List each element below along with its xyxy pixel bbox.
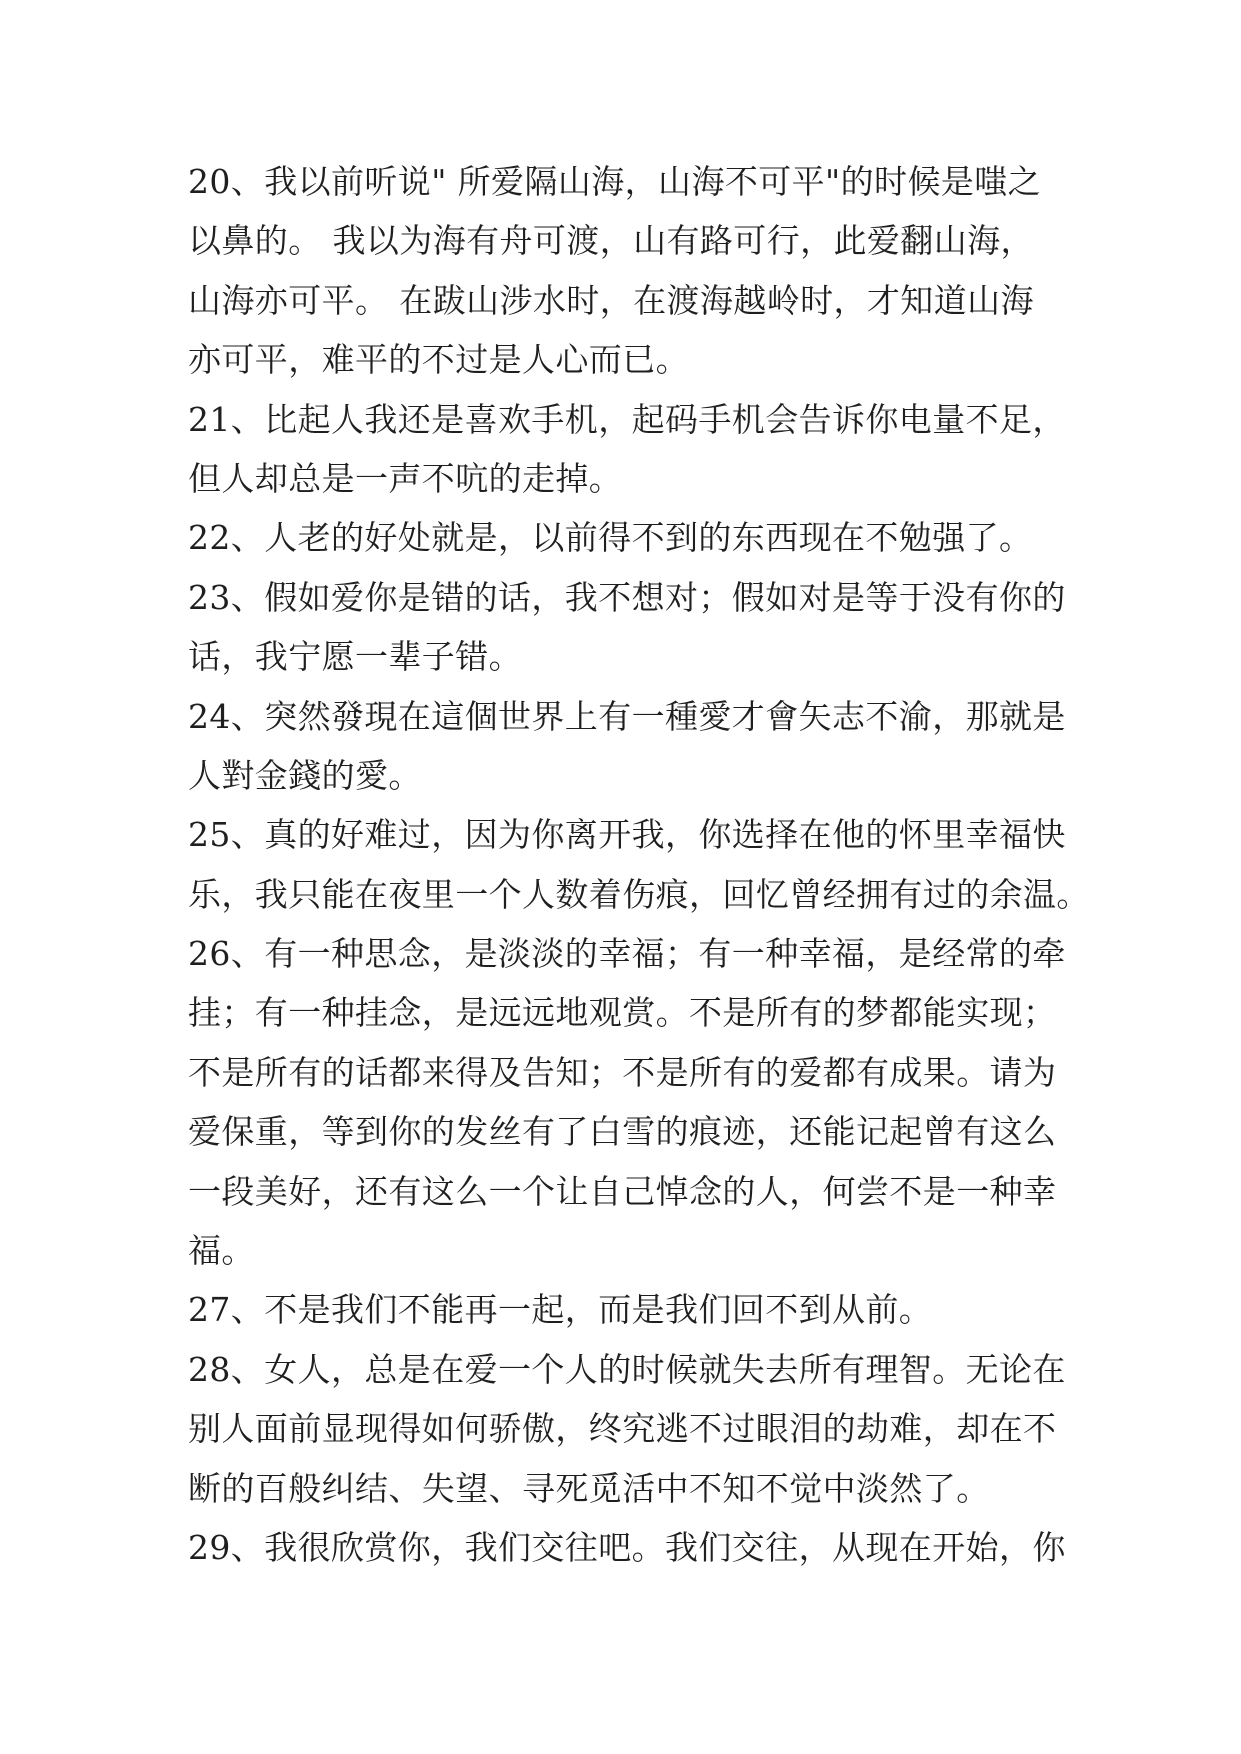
text-line: 不是所有的话都来得及告知；不是所有的爱都有成果。请为 — [188, 1052, 1057, 1092]
text-line: 以鼻的。 我以为海有舟可渡，山有路可行，此爱翻山海， — [188, 221, 1034, 261]
text-line: 一段美好，还有这么一个让自己悼念的人，何尝不是一种幸 — [188, 1171, 1057, 1211]
text-line: 亦可平，难平的不过是人心而已。 — [188, 340, 689, 380]
text-line: 别人面前显现得如何骄傲，终究逃不过眼泪的劫难，却在不 — [188, 1409, 1057, 1449]
text-line: 24、突然發現在這個世界上有一種愛才會矢志不渝，那就是 — [188, 696, 1066, 736]
text-line: 21、比起人我还是喜欢手机，起码手机会告诉你电量不足， — [188, 399, 1066, 439]
text-line: 20、我以前听说" 所爱隔山海，山海不可平"的时候是嗤之 — [188, 162, 1042, 201]
text-line: 25、真的好难过，因为你离开我，你选择在他的怀里幸福快 — [188, 815, 1066, 855]
text-line: 断的百般纠结、失望、寻死觅活中不知不觉中淡然了。 — [188, 1468, 990, 1508]
text-line: 山海亦可平。 在跋山涉水时，在渡海越岭时，才知道山海 — [188, 280, 1034, 320]
text-line: 话，我宁愿一辈子错。 — [188, 637, 522, 677]
text-line: 28、女人，总是在爱一个人的时候就失去所有理智。无论在 — [188, 1349, 1066, 1389]
text-line: 但人却总是一声不吭的走掉。 — [188, 458, 623, 498]
text-line: 乐，我只能在夜里一个人数着伤痕，回忆曾经拥有过的余温。 — [188, 874, 1090, 914]
text-line: 26、有一种思念，是淡淡的幸福；有一种幸福，是经常的牵 — [188, 934, 1066, 974]
text-line: 爱保重，等到你的发丝有了白雪的痕迹，还能记起曾有这么 — [188, 1112, 1057, 1152]
text-line: 福。 — [188, 1231, 255, 1271]
text-line: 挂；有一种挂念，是远远地观赏。不是所有的梦都能实现； — [188, 993, 1057, 1033]
text-line: 27、不是我们不能再一起，而是我们回不到从前。 — [188, 1290, 933, 1330]
text-line: 人對金錢的愛。 — [188, 755, 422, 795]
text-line: 22、人老的好处就是，以前得不到的东西现在不勉强了。 — [188, 518, 1033, 558]
text-line: 29、我很欣赏你，我们交往吧。我们交往，从现在开始，你 — [188, 1527, 1066, 1567]
document-body — [188, 152, 1090, 1577]
text-line: 23、假如爱你是错的话，我不想对；假如对是等于没有你的 — [188, 577, 1066, 617]
